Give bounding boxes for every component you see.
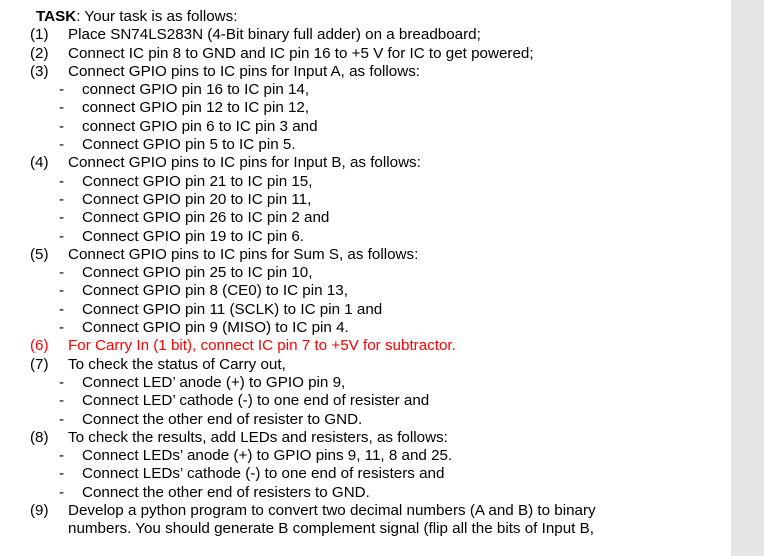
sub-item-text: Connect GPIO pin 20 to IC pin 11, <box>82 190 312 208</box>
side-panel <box>731 0 764 556</box>
sub-item-text: Connect LEDs’ cathode (-) to one end of resisters and <box>82 465 445 483</box>
item-text: Connect GPIO pins to IC pins for Input B, as follows: <box>68 154 421 172</box>
bullet-dash: - <box>59 282 65 300</box>
bullet-dash: - <box>59 227 65 245</box>
bullet-dash: - <box>59 392 65 410</box>
item-number: (6) <box>30 337 49 355</box>
list-item <box>0 356 731 374</box>
sub-item <box>0 484 731 502</box>
list-item-highlighted <box>0 337 731 355</box>
sub-item <box>0 99 731 117</box>
task-label: TASK <box>36 8 77 25</box>
item-number: (8) <box>30 428 49 446</box>
sub-item <box>0 209 731 227</box>
sub-item-text: Connect LEDs’ anode (+) to GPIO pins 9, 11, 8 and 25. <box>82 447 453 465</box>
item-number: (7) <box>30 355 49 373</box>
sub-item <box>0 118 731 136</box>
item-text: numbers. You should generate B complement signal (flip all the bits of Input B, <box>68 520 594 538</box>
sub-item <box>0 136 731 154</box>
sub-item <box>0 465 731 483</box>
sub-item <box>0 282 731 300</box>
bullet-dash: - <box>59 117 65 135</box>
item-text: Connect GPIO pins to IC pins for Sum S, as follows: <box>68 245 419 263</box>
item-text: Develop a python program to convert two decimal numbers (A and B) to binary <box>68 502 596 520</box>
sub-item-text: Connect LED’ cathode (-) to one end of resister and <box>82 392 430 410</box>
list-item <box>0 45 731 63</box>
bullet-dash: - <box>59 136 65 154</box>
list-item <box>0 63 731 81</box>
item-text: Connect GPIO pins to IC pins for Input A, as follows: <box>68 62 421 80</box>
sub-item-text: connect GPIO pin 16 to IC pin 14, <box>82 81 310 99</box>
sub-item-text: Connect GPIO pin 5 to IC pin 5. <box>82 136 296 154</box>
list-item <box>0 246 731 264</box>
sub-item <box>0 447 731 465</box>
sub-item-text: Connect GPIO pin 11 (SCLK) to IC pin 1 and <box>82 300 383 318</box>
sub-item <box>0 392 731 410</box>
list-item-continuation <box>0 520 731 538</box>
item-text: For Carry In (1 bit), connect IC pin 7 to +5V for subtractor. <box>68 337 456 355</box>
sub-item-text: Connect GPIO pin 8 (CE0) to IC pin 13, <box>82 282 348 300</box>
sub-item <box>0 173 731 191</box>
list-item <box>0 26 731 44</box>
bullet-dash: - <box>59 465 65 483</box>
sub-item <box>0 81 731 99</box>
list-item <box>0 154 731 172</box>
bullet-dash: - <box>59 264 65 282</box>
item-text: Place SN74LS283N (4-Bit binary full adder) on a breadboard; <box>68 26 481 44</box>
list-item <box>0 502 731 520</box>
bullet-dash: - <box>59 373 65 391</box>
item-number: (4) <box>30 154 49 172</box>
sub-item-text: Connect GPIO pin 19 to IC pin 6. <box>82 227 305 245</box>
sub-item-text: connect GPIO pin 12 to IC pin 12, <box>82 99 310 117</box>
bullet-dash: - <box>59 319 65 337</box>
bullet-dash: - <box>59 483 65 501</box>
bullet-dash: - <box>59 410 65 428</box>
item-number: (1) <box>30 26 49 44</box>
bullet-dash: - <box>59 81 65 99</box>
sub-item <box>0 228 731 246</box>
bullet-dash: - <box>59 190 65 208</box>
sub-item-text: Connect GPIO pin 9 (MISO) to IC pin 4. <box>82 319 349 337</box>
sub-item-text: connect GPIO pin 6 to IC pin 3 and <box>82 117 318 135</box>
item-number: (3) <box>30 62 49 80</box>
bullet-dash: - <box>59 99 65 117</box>
sub-item <box>0 191 731 209</box>
sub-item-text: Connect GPIO pin 25 to IC pin 10, <box>82 264 313 282</box>
item-text: To check the status of Carry out, <box>68 355 286 373</box>
bullet-dash: - <box>59 209 65 227</box>
task-intro: : Your task is as follows: <box>76 8 238 25</box>
sub-item-text: Connect GPIO pin 26 to IC pin 2 and <box>82 209 330 227</box>
sub-item-text: Connect LED’ anode (+) to GPIO pin 9, <box>82 373 346 391</box>
sub-item <box>0 301 731 319</box>
task-document <box>0 8 731 539</box>
task-heading <box>0 8 731 26</box>
sub-item <box>0 264 731 282</box>
item-text: Connect IC pin 8 to GND and IC pin 16 to +5 V for IC to get powered; <box>68 44 534 62</box>
sub-item-text: Connect the other end of resisters to GND. <box>82 483 370 501</box>
bullet-dash: - <box>59 172 65 190</box>
item-number: (9) <box>30 502 49 520</box>
sub-item-text: Connect the other end of resister to GND. <box>82 410 363 428</box>
sub-item <box>0 374 731 392</box>
item-text: To check the results, add LEDs and resisters, as follows: <box>68 428 448 446</box>
list-item <box>0 429 731 447</box>
bullet-dash: - <box>59 447 65 465</box>
sub-item <box>0 411 731 429</box>
bullet-dash: - <box>59 300 65 318</box>
item-number: (5) <box>30 245 49 263</box>
sub-item-text: Connect GPIO pin 21 to IC pin 15, <box>82 172 313 190</box>
item-number: (2) <box>30 44 49 62</box>
sub-item <box>0 319 731 337</box>
